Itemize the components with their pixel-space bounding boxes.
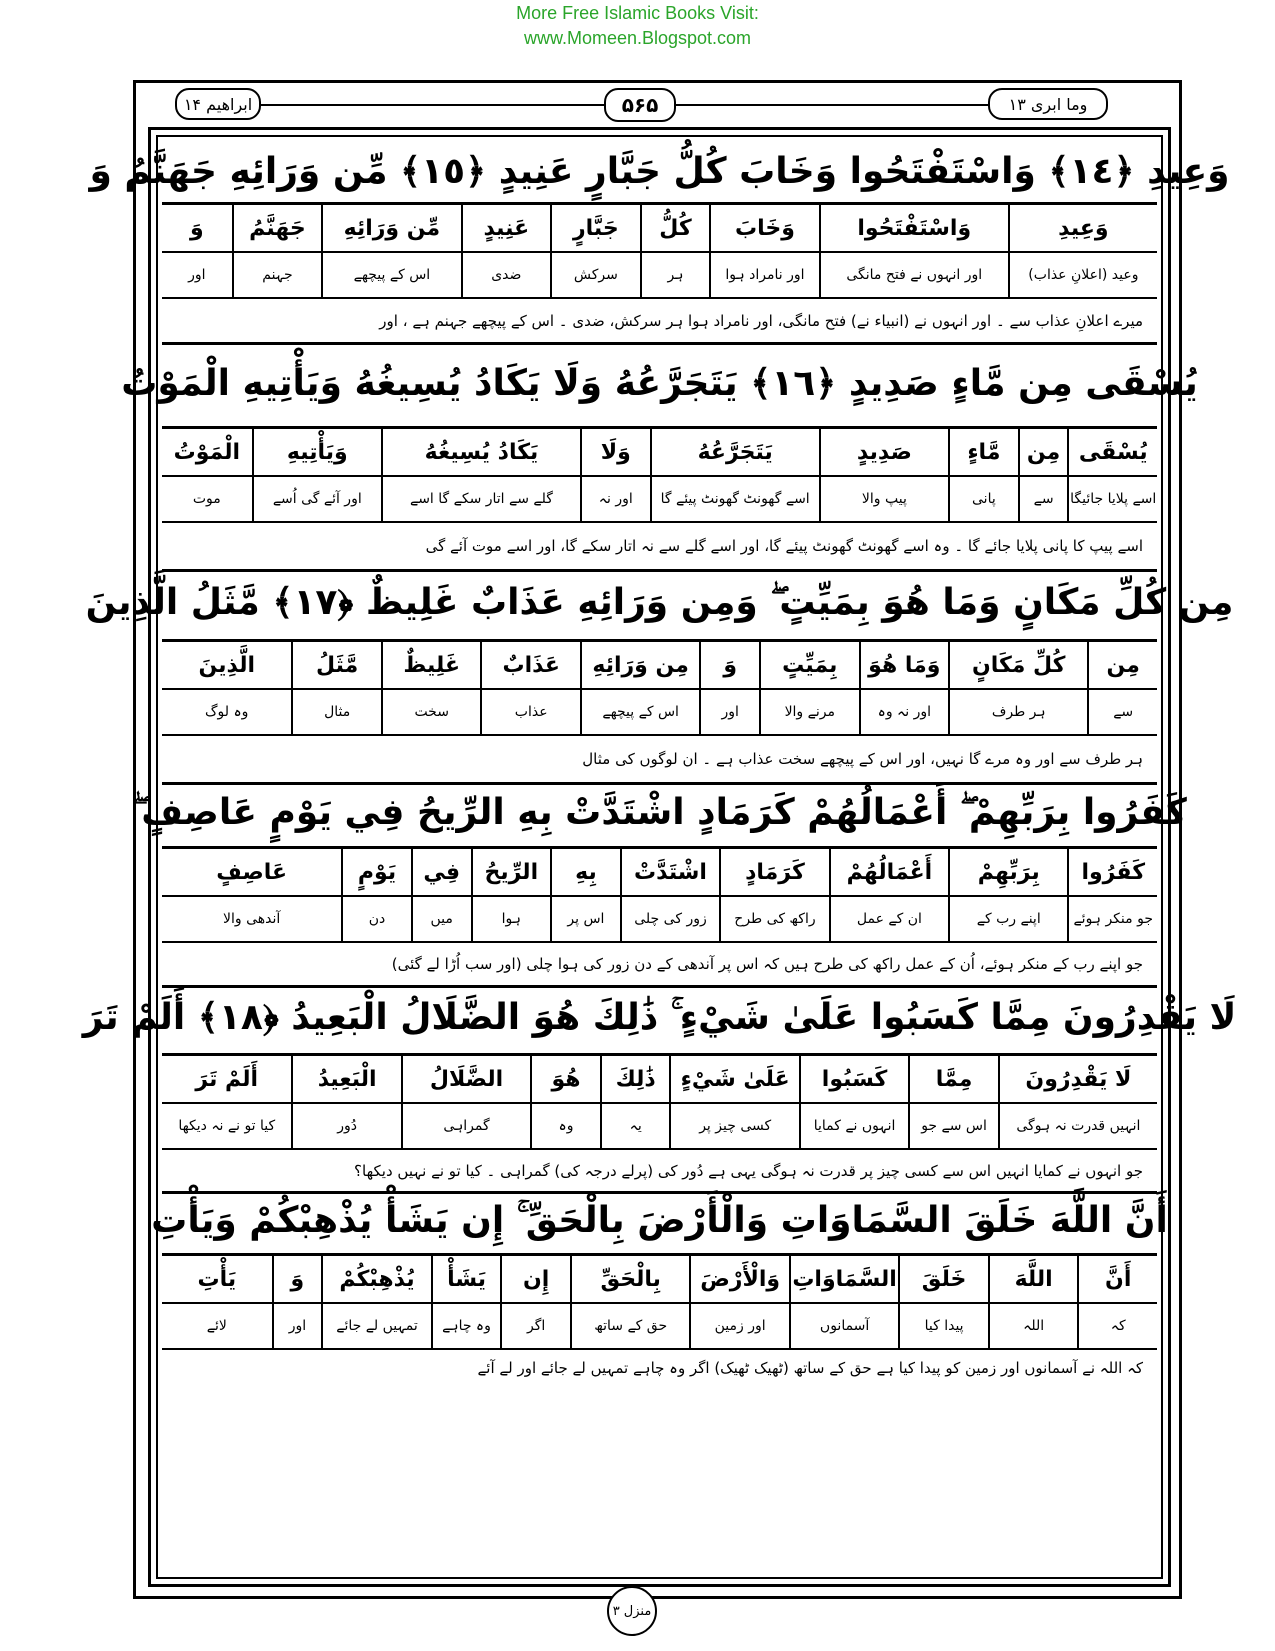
word-column — [341, 849, 411, 941]
word-column — [431, 1256, 501, 1348]
word-meaning: اللہ — [1023, 1318, 1045, 1334]
arabic-word: يُذْهِبْكُمْ — [323, 1256, 430, 1304]
arabic-word: هُوَ — [532, 1056, 600, 1104]
word-column — [272, 1256, 322, 1348]
word-meaning: اور — [721, 704, 739, 720]
word-column — [162, 642, 291, 734]
urdu-translation-line: جو اپنے رب کے منکر ہوئے، اُن کے عمل راکھ کی طرح ہیں کہ اس پر آندھی کے دن زور کی ہوا چلی (اور سب اُڑا لے گئی) — [162, 943, 1157, 988]
arabic-word: بِهِ — [552, 849, 620, 897]
arabic-verse-line: أَنَّ اللَّهَ خَلَقَ السَّمَاوَاتِ وَالْأَرْضَ بِالْحَقِّ ۚ إِن يَشَأْ يُذْهِبْكُمْ وَيَأْتِ — [162, 1189, 1157, 1256]
word-meaning: ہر — [667, 267, 684, 283]
word-column — [689, 1256, 789, 1348]
word-meaning: حق کے ساتھ — [594, 1318, 668, 1334]
word-meaning: انہیں قدرت نہ ہوگی — [1016, 1118, 1141, 1134]
word-meaning-grid — [162, 429, 1157, 523]
word-column — [620, 849, 720, 941]
urdu-translation-line: اسے پیپ کا پانی پلایا جائے گا ۔ وہ اسے گھونٹ گھونٹ پیئے گا، اور اسے گلے سے نہ اتار سکے گا، اور اسے موت آئے گی — [162, 523, 1157, 572]
word-meaning: پیدا کیا — [924, 1318, 964, 1334]
arabic-word: أَلَمْ تَرَ — [162, 1056, 291, 1104]
word-column — [789, 1256, 898, 1348]
word-column — [898, 1256, 988, 1348]
word-meaning: تمہیں لے جائے — [336, 1318, 418, 1334]
arabic-word: بِرَبِّهِمْ — [950, 849, 1067, 897]
word-meaning: ہوا — [501, 911, 521, 927]
word-column — [162, 205, 232, 297]
surah-name-label: ابراھیم ۱۴ — [175, 88, 261, 120]
verse-section — [132, 780, 1187, 983]
arabic-word: غَلِيظٌ — [383, 642, 481, 690]
word-column — [650, 429, 819, 521]
word-column — [759, 642, 859, 734]
word-column — [1067, 849, 1157, 941]
word-column — [252, 429, 381, 521]
arabic-word: اللَّهَ — [990, 1256, 1078, 1304]
header-rule-left — [261, 104, 604, 106]
word-meaning: سخت — [414, 704, 449, 720]
word-meaning-grid — [162, 1056, 1157, 1150]
arabic-word: وَعِيدِ — [1010, 205, 1157, 253]
word-meaning: گلے سے اتار سکے گا اسے — [409, 491, 553, 507]
word-column — [600, 1056, 670, 1148]
word-meaning: اور زمین — [714, 1318, 766, 1334]
arabic-word: كَفَرُوا — [1069, 849, 1157, 897]
word-meaning: سے — [1033, 491, 1054, 507]
word-meaning: دن — [368, 911, 386, 927]
word-column — [550, 205, 640, 297]
arabic-word: يُسْقَى — [1069, 429, 1157, 477]
word-column — [1008, 205, 1157, 297]
verse-section — [89, 140, 1230, 340]
word-column — [1077, 1256, 1157, 1348]
word-meaning: گمراہی — [443, 1118, 490, 1134]
word-meaning: اسے پلایا جائیگا — [1070, 491, 1157, 507]
word-column — [232, 205, 322, 297]
arabic-word: وَلَا — [582, 429, 650, 477]
arabic-word: يَأْتِ — [162, 1256, 271, 1304]
urdu-translation-line: ہر طرف سے اور وہ مرے گا نہیں، اور اس کے پیچھے سخت عذاب ہے ۔ ان لوگوں کی مثال — [162, 736, 1157, 785]
word-meaning: اپنے رب کے — [976, 911, 1041, 927]
word-column — [948, 849, 1067, 941]
word-column — [1087, 642, 1157, 734]
arabic-word: مَّاءٍ — [950, 429, 1018, 477]
arabic-word: وَ — [162, 205, 232, 253]
word-column — [799, 1056, 908, 1148]
word-column — [948, 429, 1018, 521]
word-meaning-grid — [162, 205, 1157, 299]
arabic-word: مِن وَرَائِهِ — [582, 642, 699, 690]
arabic-verse-line: يُسْقَى مِن مَّاءٍ صَدِيدٍ ﴿١٦﴾ يَتَجَرَّعُهُ وَلَا يَكَادُ يُسِيغُهُ وَيَأْتِيهِ الْمَوْتُ — [162, 340, 1157, 429]
arabic-word: يَتَجَرَّعُهُ — [652, 429, 819, 477]
arabic-word: عَاصِفٍ — [162, 849, 341, 897]
word-column — [401, 1056, 530, 1148]
urdu-translation-line: جو انہوں نے کمایا انہیں اس سے کسی چیز پر قدرت نہ ہوگی یہی ہے دُور کی (پرلے درجہ کی) گمراہی ۔ کیا تو نے نہیں دیکھا؟ — [162, 1150, 1157, 1194]
word-column — [321, 205, 460, 297]
arabic-word: وَمَا هُوَ — [861, 642, 949, 690]
arabic-word: كَرَمَادٍ — [721, 849, 828, 897]
word-meaning: لائے — [206, 1318, 227, 1334]
word-meaning: اور — [188, 267, 206, 283]
word-meaning-grid — [162, 642, 1157, 736]
word-column — [580, 429, 650, 521]
word-column — [162, 1256, 271, 1348]
word-column — [1018, 429, 1068, 521]
word-meaning: وعید (اعلانِ عذاب) — [1028, 267, 1139, 283]
arabic-word: كُلِّ مَكَانٍ — [950, 642, 1087, 690]
word-column — [829, 849, 948, 941]
word-meaning: ہر طرف — [991, 704, 1046, 720]
word-meaning: عذاب — [514, 704, 548, 720]
verse-section — [82, 983, 1237, 1189]
arabic-word: الْبَعِيدُ — [293, 1056, 400, 1104]
urdu-translation-line: کہ اللہ نے آسمانوں اور زمین کو پیدا کیا ہے حق کے ساتھ (ٹھیک ٹھیک) اگر وہ چاہے تمہیں لے جائے اور لے آئے — [477, 1359, 1143, 1377]
arabic-word: لَا يَقْدِرُونَ — [1000, 1056, 1157, 1104]
word-column — [471, 849, 551, 941]
word-meaning: راکھ کی طرح — [734, 911, 816, 927]
word-column — [500, 1256, 570, 1348]
word-meaning: مثال — [324, 704, 351, 720]
word-column — [859, 642, 949, 734]
para-name-label: وما ابری ۱۳ — [988, 88, 1108, 120]
word-meaning: اگر — [527, 1318, 546, 1334]
word-column — [640, 205, 710, 297]
word-meaning: انہوں نے کمایا — [813, 1118, 896, 1134]
word-column — [381, 642, 481, 734]
arabic-word: الرِّيحُ — [473, 849, 551, 897]
header-rule-right — [676, 104, 988, 106]
word-column — [908, 1056, 998, 1148]
word-meaning: موت — [192, 491, 221, 507]
arabic-word: مِّن وَرَائِهِ — [323, 205, 460, 253]
arabic-word: كُلُّ — [642, 205, 710, 253]
promo-line-1: More Free Islamic Books Visit: — [516, 3, 759, 23]
arabic-word: مِمَّا — [910, 1056, 998, 1104]
arabic-word: يَكَادُ يُسِيغُهُ — [383, 429, 580, 477]
word-meaning: اسے گھونٹ گھونٹ پیئے گا — [660, 491, 810, 507]
word-meaning: اور نامراد ہوا — [725, 267, 805, 283]
word-column — [948, 642, 1087, 734]
word-column — [570, 1256, 689, 1348]
word-meaning: دُور — [337, 1118, 358, 1134]
word-meaning: مرنے والا — [784, 704, 835, 720]
word-column — [461, 205, 551, 297]
word-meaning: اس پر — [567, 911, 605, 927]
word-column — [162, 1056, 291, 1148]
arabic-word: أَنَّ — [1079, 1256, 1157, 1304]
arabic-word: اشْتَدَّتْ — [622, 849, 720, 897]
promo-line-2: www.Momeen.Blogspot.com — [523, 28, 752, 48]
word-column — [162, 849, 341, 941]
verse-section — [121, 340, 1198, 567]
urdu-translation-line: میرے اعلانِ عذاب سے ۔ اور انہوں نے (انبیاء نے) فتح مانگی، اور نامراد ہوا ہر سرکش، ضدی ۔ اس کے پیچھے جہنم ہے ، اور — [162, 299, 1157, 345]
arabic-word: وَيَأْتِيهِ — [254, 429, 381, 477]
word-meaning: وہ چاہے — [442, 1318, 491, 1334]
arabic-word: إِن — [502, 1256, 570, 1304]
manzil-badge: منزل ۳ — [607, 1586, 657, 1636]
word-meaning: میں — [430, 911, 453, 927]
word-column — [530, 1056, 600, 1148]
arabic-word: خَلَقَ — [900, 1256, 988, 1304]
arabic-word: الضَّلَالُ — [403, 1056, 530, 1104]
word-column — [669, 1056, 798, 1148]
word-column — [819, 429, 948, 521]
word-meaning: اور نہ — [598, 491, 633, 507]
word-meaning: سرکش — [573, 267, 618, 283]
word-column — [709, 205, 818, 297]
arabic-word: بِالْحَقِّ — [572, 1256, 689, 1304]
arabic-word: كَسَبُوا — [801, 1056, 908, 1104]
word-meaning-grid — [162, 1256, 1157, 1350]
word-meaning: اس کے پیچھے — [602, 704, 679, 720]
arabic-word: أَعْمَالُهُمْ — [831, 849, 948, 897]
arabic-word: وَ — [701, 642, 759, 690]
arabic-word: فِي — [413, 849, 471, 897]
word-meaning: زور کی چلی — [634, 911, 707, 927]
arabic-word: يَوْمٍ — [343, 849, 411, 897]
arabic-word: وَالْأَرْضَ — [691, 1256, 789, 1304]
arabic-word: السَّمَاوَاتِ — [791, 1256, 898, 1304]
arabic-word: بِمَيِّتٍ — [761, 642, 859, 690]
word-meaning-grid — [162, 849, 1157, 943]
word-meaning: آندھی والا — [222, 911, 281, 927]
word-meaning: پانی — [972, 491, 996, 507]
arabic-word: الْمَوْتُ — [162, 429, 252, 477]
arabic-word: وَخَابَ — [711, 205, 818, 253]
arabic-word: جَبَّارٍ — [552, 205, 640, 253]
word-meaning: ضدی — [491, 267, 522, 283]
word-meaning: اس سے جو — [921, 1118, 987, 1134]
word-meaning: وہ — [558, 1118, 574, 1134]
arabic-word: ذَٰلِكَ — [602, 1056, 670, 1104]
word-meaning: اور نہ وہ — [877, 704, 931, 720]
word-meaning: کہ — [1110, 1318, 1126, 1334]
word-column — [411, 849, 471, 941]
arabic-word: وَاسْتَفْتَحُوا — [821, 205, 1008, 253]
word-column — [699, 642, 759, 734]
arabic-verse-line: مِن كُلِّ مَكَانٍ وَمَا هُوَ بِمَيِّتٍ ۖ وَمِن وَرَائِهِ عَذَابٌ غَلِيظٌ ﴿١٧﴾ مَّثَلُ الَّذِينَ — [162, 567, 1157, 642]
word-meaning: اور آئے گی اُسے — [272, 491, 362, 507]
arabic-verse-line: وَعِيدِ ﴿١٤﴾ وَاسْتَفْتَحُوا وَخَابَ كُلُّ جَبَّارٍ عَنِيدٍ ﴿١٥﴾ مِّن وَرَائِهِ جَهَنَّمُ وَ — [162, 140, 1157, 205]
arabic-word: عَذَابٌ — [482, 642, 580, 690]
arabic-word: عَنِيدٍ — [463, 205, 551, 253]
word-meaning: جہنم — [262, 267, 293, 283]
word-meaning: اور انہوں نے فتح مانگی — [846, 267, 983, 283]
arabic-verse-line: كَفَرُوا بِرَبِّهِمْ ۖ أَعْمَالُهُمْ كَرَمَادٍ اشْتَدَّتْ بِهِ الرِّيحُ فِي يَوْمٍ عَاصِفٍ ۖ — [162, 780, 1157, 849]
word-column — [580, 642, 699, 734]
arabic-word: مِن — [1089, 642, 1157, 690]
word-column — [291, 1056, 400, 1148]
page-number: ۵۶۵ — [604, 88, 676, 122]
word-meaning: اس کے پیچھے — [353, 267, 431, 283]
word-meaning: کیا تو نے نہ دیکھا — [178, 1118, 276, 1134]
word-meaning: ان کے عمل — [856, 911, 922, 927]
arabic-verse-line: لَا يَقْدِرُونَ مِمَّا كَسَبُوا عَلَىٰ شَيْءٍ ۚ ذَٰلِكَ هُوَ الضَّلَالُ الْبَعِيدُ ﴿١٨﴾ أَلَمْ تَرَ — [162, 983, 1157, 1056]
arabic-word: مِن — [1020, 429, 1068, 477]
word-meaning: پیپ والا — [861, 491, 907, 507]
word-meaning: اور — [288, 1318, 307, 1334]
word-column — [819, 205, 1008, 297]
word-meaning: وہ لوگ — [205, 704, 249, 720]
word-meaning: جو منکر ہوئے — [1073, 911, 1153, 927]
word-meaning: آسمانوں — [819, 1318, 870, 1334]
arabic-word: صَدِيدٍ — [821, 429, 948, 477]
word-column — [1067, 429, 1157, 521]
word-column — [480, 642, 580, 734]
word-meaning: یہ — [629, 1118, 642, 1134]
word-column — [550, 849, 620, 941]
arabic-word: يَشَأْ — [433, 1256, 501, 1304]
word-column — [321, 1256, 430, 1348]
verse-section — [151, 1189, 1168, 1384]
word-meaning: کسی چیز پر — [699, 1118, 772, 1134]
word-meaning: سے — [1113, 704, 1134, 720]
arabic-word: الَّذِينَ — [162, 642, 291, 690]
word-column — [381, 429, 580, 521]
arabic-word: وَ — [274, 1256, 322, 1304]
verse-section — [85, 567, 1234, 780]
word-column — [988, 1256, 1078, 1348]
arabic-word: جَهَنَّمُ — [234, 205, 322, 253]
arabic-word: مَّثَلُ — [293, 642, 381, 690]
word-column — [162, 429, 252, 521]
word-column — [719, 849, 828, 941]
word-column — [291, 642, 381, 734]
arabic-word: عَلَىٰ شَيْءٍ — [671, 1056, 798, 1104]
word-column — [998, 1056, 1157, 1148]
